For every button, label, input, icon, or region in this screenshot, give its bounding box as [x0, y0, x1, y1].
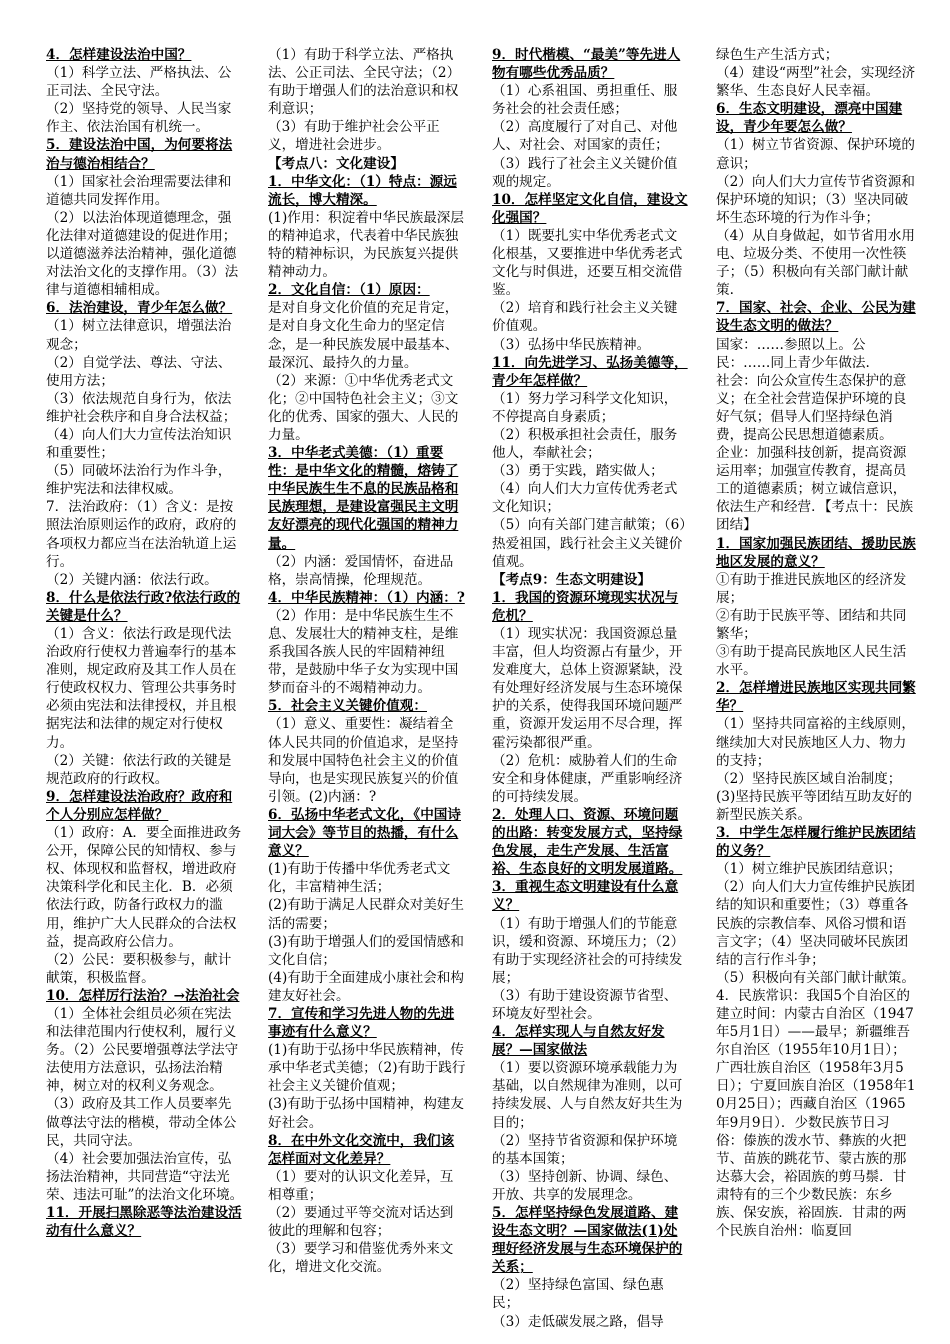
answer-text: （3）依法规范自身行为，依法维护社会秩序和自身合法权益；（4）向人们大力宣传法治知识和重要性；: [46, 390, 237, 462]
answer-text: （2）内涵：爱国情怀，奋进品格，崇高情操，伦理规范。: [268, 553, 454, 588]
answer-text: （1）既要扎实中华优秀老式文化根基，又要推进中华优秀老式文化与时俱进，还要互相交流借鉴。: [492, 227, 683, 299]
question-heading: 6．法治建设，青少年怎么做？: [46, 300, 233, 317]
answer-text: （1）现实状况：我国资源总量丰富，但人均资源占有量少，开发难度大，总体上资源紧缺，没有处理好经济发展与生态环境保护的关系，使得我国环境问题严重，资源开发运用不尽合理，挥霍污染都很严重。: [492, 626, 683, 751]
answer-text: （1）树立维护民族团结意识；: [716, 861, 902, 878]
answer-text: （1）树立节省资源、保护环境的意识；: [716, 137, 915, 172]
answer-text: （1）有助于科学立法、严格执法、公正司法、全民守法；（2）有助于增强人们的法治意识和权利意识；: [268, 47, 461, 118]
column-4: [716, 46, 916, 1332]
question-heading: 9．时代楷模、“最美”等先进人物有哪些优秀品质？: [492, 47, 681, 82]
question-heading: 6．生态文明建设，漂亮中国建设，青少年要怎么做？: [716, 101, 903, 136]
answer-text: 绿色生产生活方式；: [716, 47, 839, 63]
section-heading: 【考点9：生态文明建设】: [492, 571, 651, 588]
answer-text: （3）要学习和借鉴优秀外来文化，增进文化交流。: [268, 1241, 454, 1276]
question-heading: 2．处理人口、资源、环境问题的出路：转变发展方式，坚持绿色发展，走生产发展、生活富裕、生态良好的文明发展道路。: [492, 806, 683, 878]
answer-text: （1）要对的认识文化差异，互相尊重；: [268, 1168, 454, 1203]
answer-text: （2）关键：依法行政的关键是规范政府的行政权。: [46, 752, 232, 787]
answer-text: （1）坚持共同富裕的主线原则，继续加大对民族地区人力、物力的支持；: [716, 716, 915, 769]
answer-text: （2）高度履行了对自己、对他人、对社会、对国家的责任；（3）践行了社会主义关键价值观的规定。: [492, 119, 678, 190]
answer-text: ①有助于推进民族地区的经济发展；: [716, 571, 907, 606]
question-heading: 5．建设法治中国，为何要将法治与德治相结合？: [46, 137, 233, 172]
answer-text: （4）向人们大力宣传优秀老式文化知识；: [492, 481, 678, 516]
answer-text: （2）以法治体现道德理念，强化法律对道德建设的促进作用；以道德滋养法治精神，强化道德对法治文化的支撑作用。（3）法律与道德相辅相成。: [46, 209, 239, 299]
question-heading: 10．怎样坚定文化自信，建设文化强国？: [492, 191, 688, 226]
answer-text: ②有助于民族平等、团结和共同繁华；: [716, 607, 907, 642]
question-heading: 11．向先进学习、弘扬美德等，青少年怎样做？: [492, 354, 688, 389]
column-3: [492, 46, 690, 1332]
answer-text: （3）有助于建设资源节省型、环境友好型社会。: [492, 987, 678, 1022]
answer-text: （3）走低碳发展之路，倡导: [492, 1313, 664, 1330]
answer-text: （4）社会要加强法治宣传，弘扬法治精神，共同营造“守法光荣、违法可耻”的法治文化环境。: [46, 1150, 244, 1203]
answer-text: （2）坚持绿色富国、绿色惠民；: [492, 1277, 664, 1312]
answer-text: 4．民族常识：我国5个自治区的建立时间：内蒙古自治区（1947年5月1日）——最早；新疆维吾尔自治区（1955年10月1日）；广西壮族自治区（1958年3月5日）；宁夏回族自治区（1958年10月25日）；西藏自治区（1965年9月9日）．少数民族节日习俗：傣族的泼水节、彝族的火把节、苗族的跳花节、蒙古族的那达慕大会，裕固族的剪马鬃．甘肃特有的三个少数民族：东乡族、保安族，裕固族．甘肃的两个民族自治州：临夏回: [716, 987, 916, 1240]
answer-text: （4）建设“两型”社会，实现经济繁华、生态良好人民幸福。: [716, 65, 916, 100]
question-heading: 9．怎样建设法治政府？政府和个人分别应怎样做？: [46, 788, 233, 823]
answer-text: （3）弘扬中华民族精神。: [492, 336, 651, 353]
answer-text: （5）同破坏法治行为作斗争，维护宪法和法律权威。: [46, 463, 232, 498]
question-heading: 5．怎样坚持绿色发展道路、建设生态文明？—国家做法(1)处理好经济发展与生态环境保护的关系；: [492, 1205, 683, 1276]
question-heading: 7．宣传和学习先进人物的先进事迹有什么意义？: [268, 1005, 455, 1041]
column-2: [268, 46, 466, 1332]
answer-text: （2）公民：要积极参与，献计献策，积极监督。: [46, 951, 232, 986]
question-heading: 10．怎样厉行法治？→法治社会: [46, 987, 240, 1004]
answer-text: （1）意义、重要性：凝结着全体人民共同的价值追求，是坚持和发展中国特色社会主义的价值导向，也是实现民族复兴的价值引领。(2)内涵：?: [268, 716, 459, 805]
question-heading: 1．我国的资源环境现实状况与危机？: [492, 589, 679, 624]
question-heading: 4．怎样建设法治中国？: [46, 47, 192, 63]
question-heading: 3．重视生态文明建设有什么意义？: [492, 879, 679, 914]
answer-text: (2)有助于满足人民群众对美好生活的需要；: [268, 897, 464, 932]
answer-text: （2）坚持党的领导、人民当家作主、依法治国有机统一。: [46, 101, 232, 136]
answer-text: （1）含义：依法行政是现代法治政府行使权力普遍奉行的基本准则，规定政府及其工作人员在行使政权权力、管理公共事务时必须由宪法和法律授权，并且根据宪法和法律的规定对行使权力。: [46, 626, 237, 751]
question-heading: 1．中华文化：（1）特点：源远流长，博大精深。: [268, 173, 457, 208]
question-heading: 3．中华老式美德：（1）重要性：是中华文化的精髓，熔铸了中华民族生生不息的民族品格和民族理想，是建设富强民主文明友好漂亮的现代化强国的精神力量。: [268, 445, 459, 552]
question-heading: 4．怎样实现人与自然友好发展？—国家做法: [492, 1024, 665, 1059]
answer-text: ③有助于提高民族地区人民生活水平。: [716, 644, 907, 679]
answer-text: (1)作用：积淀着中华民族最深层的精神追求，代表着中华民族独特的精神标识，为民族复兴提供精神动力。: [268, 209, 464, 281]
answer-text: (1)有助于弘扬中华民族精神，传承中华老式美德；（2)有助于践行社会主义关键价值观；: [268, 1042, 466, 1095]
answer-text: （5）积极向有关部门献计献策。: [716, 969, 915, 986]
answer-text: 是对自身文化价值的充足肯定，是对自身文化生命力的坚定信念，是一种民族发展中最基本、最深沉、最持久的力量。: [268, 300, 459, 371]
question-heading: 2．怎样增进民族地区实现共同繁华？: [716, 680, 916, 715]
question-heading: 4．中华民族精神：（1）内涵：?: [268, 589, 465, 606]
answer-text: （1）心系祖国、勇担重任、服务社会的社会责任感；: [492, 83, 678, 118]
question-heading: 8．什么是依法行政?依法行政的关键是什么？: [46, 589, 241, 624]
question-heading: 3．中学生怎样履行维护民族团结的义务？: [716, 825, 916, 860]
answer-text: (3)有助于弘扬中国精神，构建友好社会。: [268, 1096, 464, 1131]
answer-text: (1)有助于传播中华优秀老式文化，丰富精神生活；: [268, 861, 451, 896]
question-heading: 11．开展扫黑除恶等法治建设活动有什么意义？: [46, 1205, 242, 1240]
answer-text: （1）科学立法、严格执法、公正司法、全民守法。: [46, 65, 232, 100]
answer-text: （3）坚持创新、协调、绿色、开放、共享的发展理念。: [492, 1168, 678, 1203]
answer-text: （2）坚持民族区域自治制度；(3)坚持民族平等团结互助友好的新型民族关系。: [716, 770, 912, 823]
column-1: [46, 46, 244, 1332]
answer-text: （3）有助于维护社会公平正义，增进社会进步。: [268, 119, 440, 154]
answer-text: （4）从自身做起，如节省用水用电、垃圾分类、不使用一次性筷子；（5）积极向有关部门献计献策.: [716, 227, 915, 299]
answer-text: （1）要以资源环境承载能力为基础，以自然规律为准则，以可持续发展、人与自然友好共生为目的；: [492, 1060, 683, 1131]
answer-text: （2）要通过平等交流对话达到彼此的理解和包容；: [268, 1205, 454, 1240]
answer-text: （2）来源：①中华优秀老式文化；②中国特色社会主义；③文化的优秀、国家的强大、人民的力量。: [268, 372, 459, 443]
answer-text: （2）自觉学法、尊法、守法、使用方法；: [46, 354, 232, 389]
answer-text: (4)有助于全面建成小康社会和构建友好社会。: [268, 969, 464, 1004]
answer-text: （1）全体社会组员必须在宪法和法律范围内行使权利，履行义务。（2）公民要增强尊法学法守法使用方法意识，弘扬法治精神，树立对的权利义务观念。: [46, 1005, 239, 1095]
answer-text: 社会：向公众宣传生态保护的意义；在全社会营造保护环境的良好气氛；倡导人们坚持绿色消费，提高公民思想道德素质。: [716, 372, 907, 443]
answer-text: （1）国家社会治理需要法律和道德共同发挥作用。: [46, 173, 232, 208]
answer-text: （2）向人们大力宣传节省资源和保护环境的知识；（3）坚决同破坏生态环境的行为作斗争；: [716, 173, 915, 226]
answer-text: （2）关键内涵：依法行政。: [46, 571, 218, 588]
question-heading: 1．国家加强民族团结、援助民族地区发展的意义？: [716, 535, 916, 570]
answer-text: （2）坚持节省资源和保护环境的基本国策；: [492, 1132, 678, 1167]
answer-text: 7．法治政府：（1）含义：是按照法治原则运作的政府，政府的各项权力都应当在法治轨道上运行。: [46, 499, 237, 570]
answer-text: 企业：加强科技创新，提高资源运用率；加强宣传教育，提高员工的道德素质；树立诚信意识，依法生产和经营．【考点十：民族团结】: [716, 445, 914, 534]
question-heading: 8．在中外文化交流中，我们该怎样面对文化差异？: [268, 1132, 455, 1167]
answer-text: （1）政府：A．要全面推进政务公开，保障公民的知情权、参与权、体现权和监督权，增进政府决策科学化和民主化．B．必须依法行政，防备行政权力的滥用，维护广大人民群众的合法权益，提高政府公信力。: [46, 825, 242, 950]
answer-text: （2）积极承担社会责任，服务他人，奉献社会；: [492, 426, 678, 462]
section-heading: 【考点八：文化建设】: [268, 155, 404, 172]
answer-text: （5）向有关部门建言献策；（6）热爱祖国，践行社会主义关键价值观。: [492, 517, 687, 570]
answer-text: （2）危机：威胁着人们的生命安全和身体健康，严重影响经济的可持续发展。: [492, 752, 683, 805]
answer-text: （2）培育和践行社会主义关键价值观。: [492, 300, 678, 335]
question-heading: 2．文化自信：（1）原因：: [268, 282, 430, 299]
question-heading: 6．弘扬中华老式文化，《中国诗词大会》等节目的热播，有什么意义？: [268, 806, 461, 860]
answer-text: 国家：……参照以上。公民：……同上青少年做法.: [716, 336, 870, 371]
answer-text: （3）勇于实践，踏实做人；: [492, 463, 664, 480]
answer-text: （1）树立法律意识，增强法治观念；: [46, 318, 232, 353]
answer-text: （1）有助于增强人们的节能意识，缓和资源、环境压力；（2）有助于实现经济社会的可持续发展；: [492, 915, 685, 986]
answer-text: （2）作用：是中华民族生生不息、发展壮大的精神支柱，是维系我国各族人民的牢固精神纽带，是鼓励中华子女为实现中国梦而奋斗的不竭精神动力。: [268, 607, 459, 697]
question-heading: 5．社会主义关键价值观：: [268, 698, 427, 715]
answer-text: （2）向人们大力宣传维护民族团结的知识和重要性；（3）尊重各民族的宗教信奉、风俗习惯和语言文字；（4）坚决同破坏民族团结的言行作斗争；: [716, 879, 915, 968]
answer-text: （3）政府及其工作人员要率先做尊法守法的楷模，带动全体公民，共同守法。: [46, 1096, 237, 1149]
question-heading: 7．国家、社会、企业、公民为建设生态文明的做法？: [716, 300, 916, 335]
answer-text: (3)有助于增强人们的爱国情感和文化自信；: [268, 933, 464, 968]
answer-text: （1）努力学习科学文化知识，不停提高自身素质；: [492, 390, 678, 425]
